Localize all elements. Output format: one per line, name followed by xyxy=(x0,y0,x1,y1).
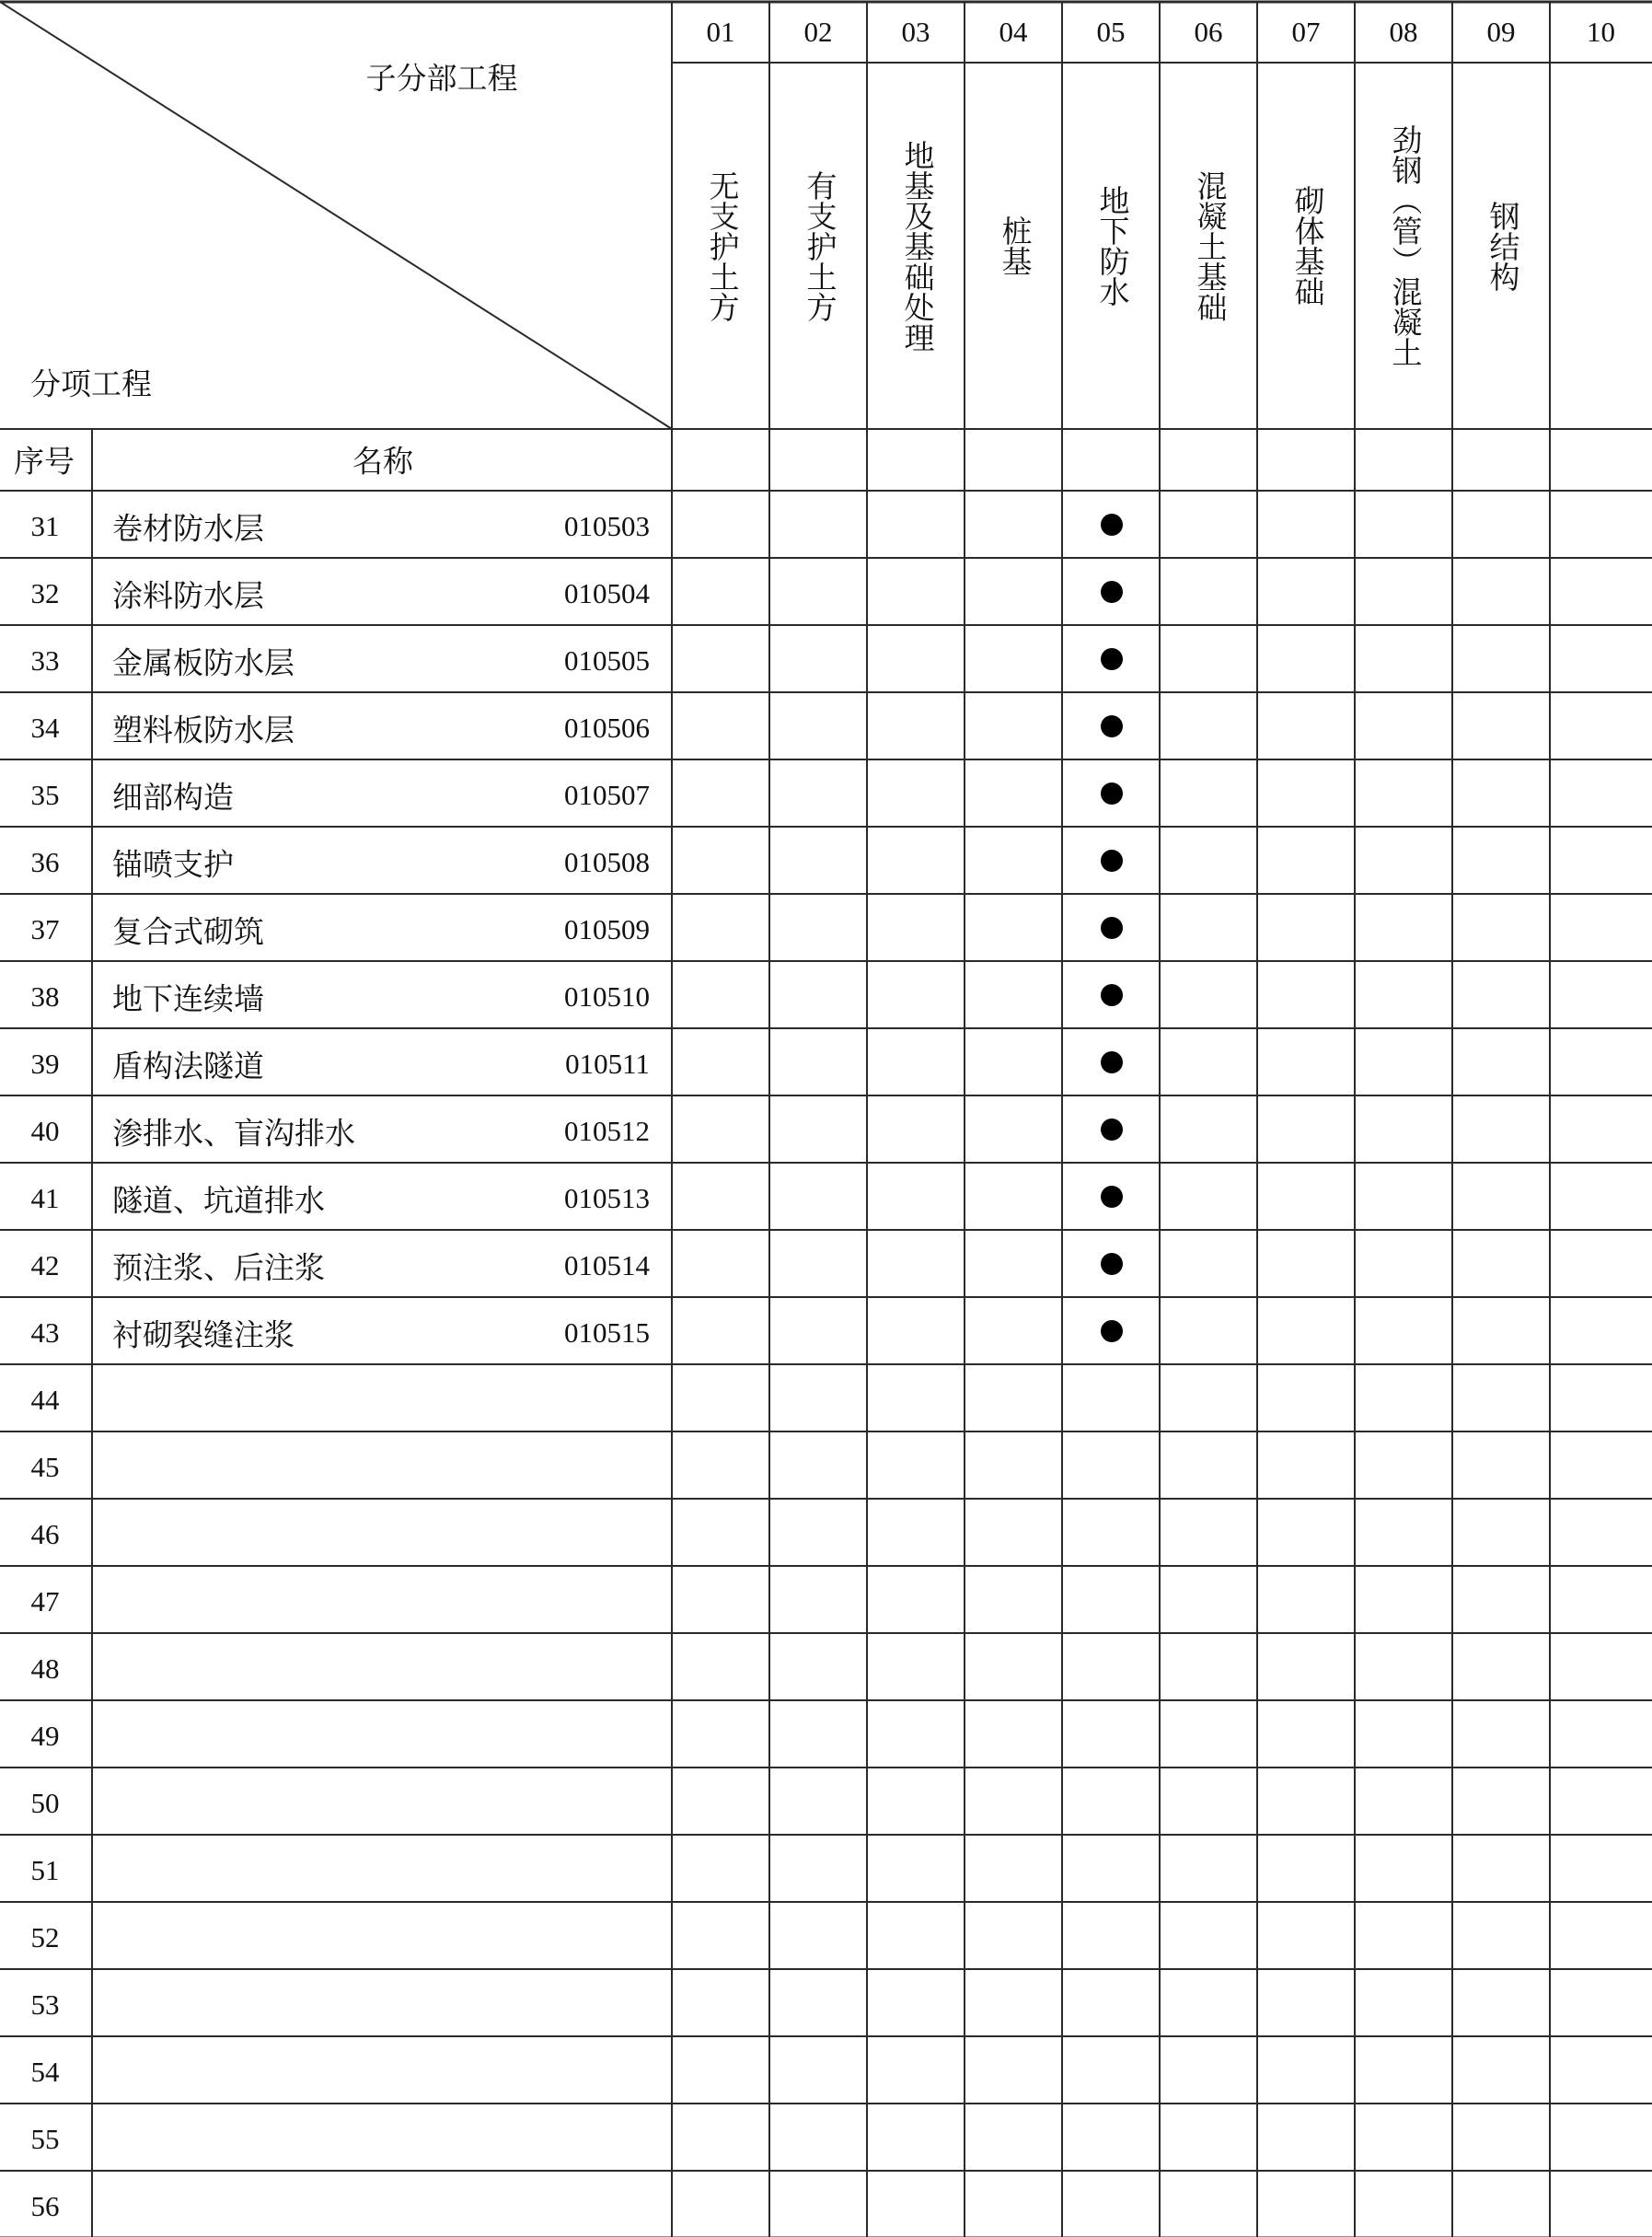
row-code: 010505 xyxy=(564,643,650,677)
column-name: 有支护土方 xyxy=(802,169,836,322)
name-column-header: 名称 xyxy=(352,446,413,480)
column-code: 01 xyxy=(706,16,735,48)
column-name-cell xyxy=(1160,72,1257,420)
column-code: 10 xyxy=(1587,16,1615,48)
row-index: 38 xyxy=(30,979,60,1013)
row-name: 金属板防水层 xyxy=(112,647,295,680)
applicable-mark xyxy=(1101,1320,1123,1342)
row-name: 衬砌裂缝注浆 xyxy=(112,1319,295,1352)
row-name: 预注浆、后注浆 xyxy=(112,1252,325,1285)
row-name: 塑料板防水层 xyxy=(112,714,295,748)
row-index: 54 xyxy=(30,2055,60,2088)
applicable-mark xyxy=(1101,917,1123,939)
row-name: 地下连续墙 xyxy=(112,983,264,1016)
applicable-mark xyxy=(1101,648,1123,670)
row-index: 42 xyxy=(30,1248,60,1281)
column-name-cell xyxy=(1550,72,1652,420)
column-name-cell xyxy=(965,72,1062,420)
applicable-mark xyxy=(1101,1186,1123,1208)
row-name: 渗排水、盲沟排水 xyxy=(112,1118,355,1151)
row-index: 35 xyxy=(30,778,60,811)
row-code: 010513 xyxy=(564,1181,650,1214)
row-index: 52 xyxy=(30,1920,60,1953)
corner-bottom-label: 分项工程 xyxy=(30,368,152,402)
column-name: 桩基 xyxy=(997,215,1031,276)
column-name: 劲钢（管）混凝土 xyxy=(1387,124,1421,367)
row-index: 48 xyxy=(30,1652,60,1685)
row-code: 010515 xyxy=(564,1316,650,1349)
column-name: 地基及基础处理 xyxy=(899,139,933,353)
column-name: 无支护土方 xyxy=(704,169,738,322)
row-code: 010503 xyxy=(564,509,650,542)
row-index: 51 xyxy=(30,1853,60,1886)
row-code: 010512 xyxy=(564,1114,650,1147)
applicable-mark xyxy=(1101,514,1123,536)
column-code: 08 xyxy=(1389,16,1418,48)
row-index: 43 xyxy=(30,1316,60,1349)
row-code: 010507 xyxy=(564,778,650,811)
row-code: 010509 xyxy=(564,912,650,945)
row-index: 39 xyxy=(30,1047,60,1080)
row-name: 隧道、坑道排水 xyxy=(112,1185,325,1218)
row-code: 010514 xyxy=(564,1248,650,1281)
row-name: 卷材防水层 xyxy=(112,513,264,546)
row-index: 37 xyxy=(30,912,60,945)
applicable-mark xyxy=(1101,1051,1123,1073)
column-code: 03 xyxy=(901,16,930,48)
applicable-mark xyxy=(1101,1118,1123,1141)
row-index: 33 xyxy=(30,643,60,677)
column-code: 04 xyxy=(999,16,1028,48)
row-index: 56 xyxy=(30,2189,60,2222)
row-index: 55 xyxy=(30,2122,60,2155)
applicable-mark xyxy=(1101,715,1123,737)
row-code: 010504 xyxy=(564,576,650,609)
row-name: 锚喷支护 xyxy=(112,849,234,882)
applicable-mark xyxy=(1101,984,1123,1006)
column-name-cell xyxy=(672,72,769,420)
column-code: 05 xyxy=(1096,16,1126,48)
row-index: 36 xyxy=(30,845,60,878)
column-name-cell xyxy=(1062,72,1160,420)
row-index: 49 xyxy=(30,1719,60,1752)
column-name-cell xyxy=(867,72,965,420)
row-index: 41 xyxy=(30,1181,60,1214)
column-name-cell xyxy=(1355,72,1452,420)
column-name-cell xyxy=(1452,72,1550,420)
column-code: 07 xyxy=(1291,16,1321,48)
row-name: 涂料防水层 xyxy=(112,580,264,613)
row-code: 010511 xyxy=(565,1047,650,1080)
column-name: 地下防水 xyxy=(1094,185,1128,307)
row-index: 46 xyxy=(30,1517,60,1550)
column-code: 06 xyxy=(1194,16,1223,48)
row-code: 010510 xyxy=(564,979,650,1013)
column-code: 02 xyxy=(803,16,833,48)
row-name: 盾构法隧道 xyxy=(112,1050,264,1084)
column-name: 混凝土基础 xyxy=(1192,169,1226,322)
column-name: 钢结构 xyxy=(1484,200,1519,292)
column-name-cell xyxy=(769,72,867,420)
row-name: 细部构造 xyxy=(112,782,234,815)
applicable-mark xyxy=(1101,581,1123,603)
row-index: 53 xyxy=(30,1988,60,2021)
corner-top-label: 子分部工程 xyxy=(365,63,518,97)
row-code: 010506 xyxy=(564,711,650,744)
row-index: 50 xyxy=(30,1786,60,1819)
applicable-mark xyxy=(1101,1253,1123,1275)
row-index: 45 xyxy=(30,1450,60,1483)
applicable-mark xyxy=(1101,850,1123,872)
row-name: 复合式砌筑 xyxy=(112,916,264,949)
row-index: 31 xyxy=(30,509,60,542)
column-name-cell xyxy=(1257,72,1355,420)
row-code: 010508 xyxy=(564,845,650,878)
row-index: 47 xyxy=(30,1584,60,1617)
row-index: 32 xyxy=(30,576,60,609)
index-column-header: 序号 xyxy=(14,446,75,480)
row-index: 44 xyxy=(30,1383,60,1416)
column-code: 09 xyxy=(1486,16,1516,48)
row-index: 40 xyxy=(30,1114,60,1147)
column-name: 砌体基础 xyxy=(1289,185,1323,307)
applicable-mark xyxy=(1101,782,1123,805)
row-index: 34 xyxy=(30,711,60,744)
